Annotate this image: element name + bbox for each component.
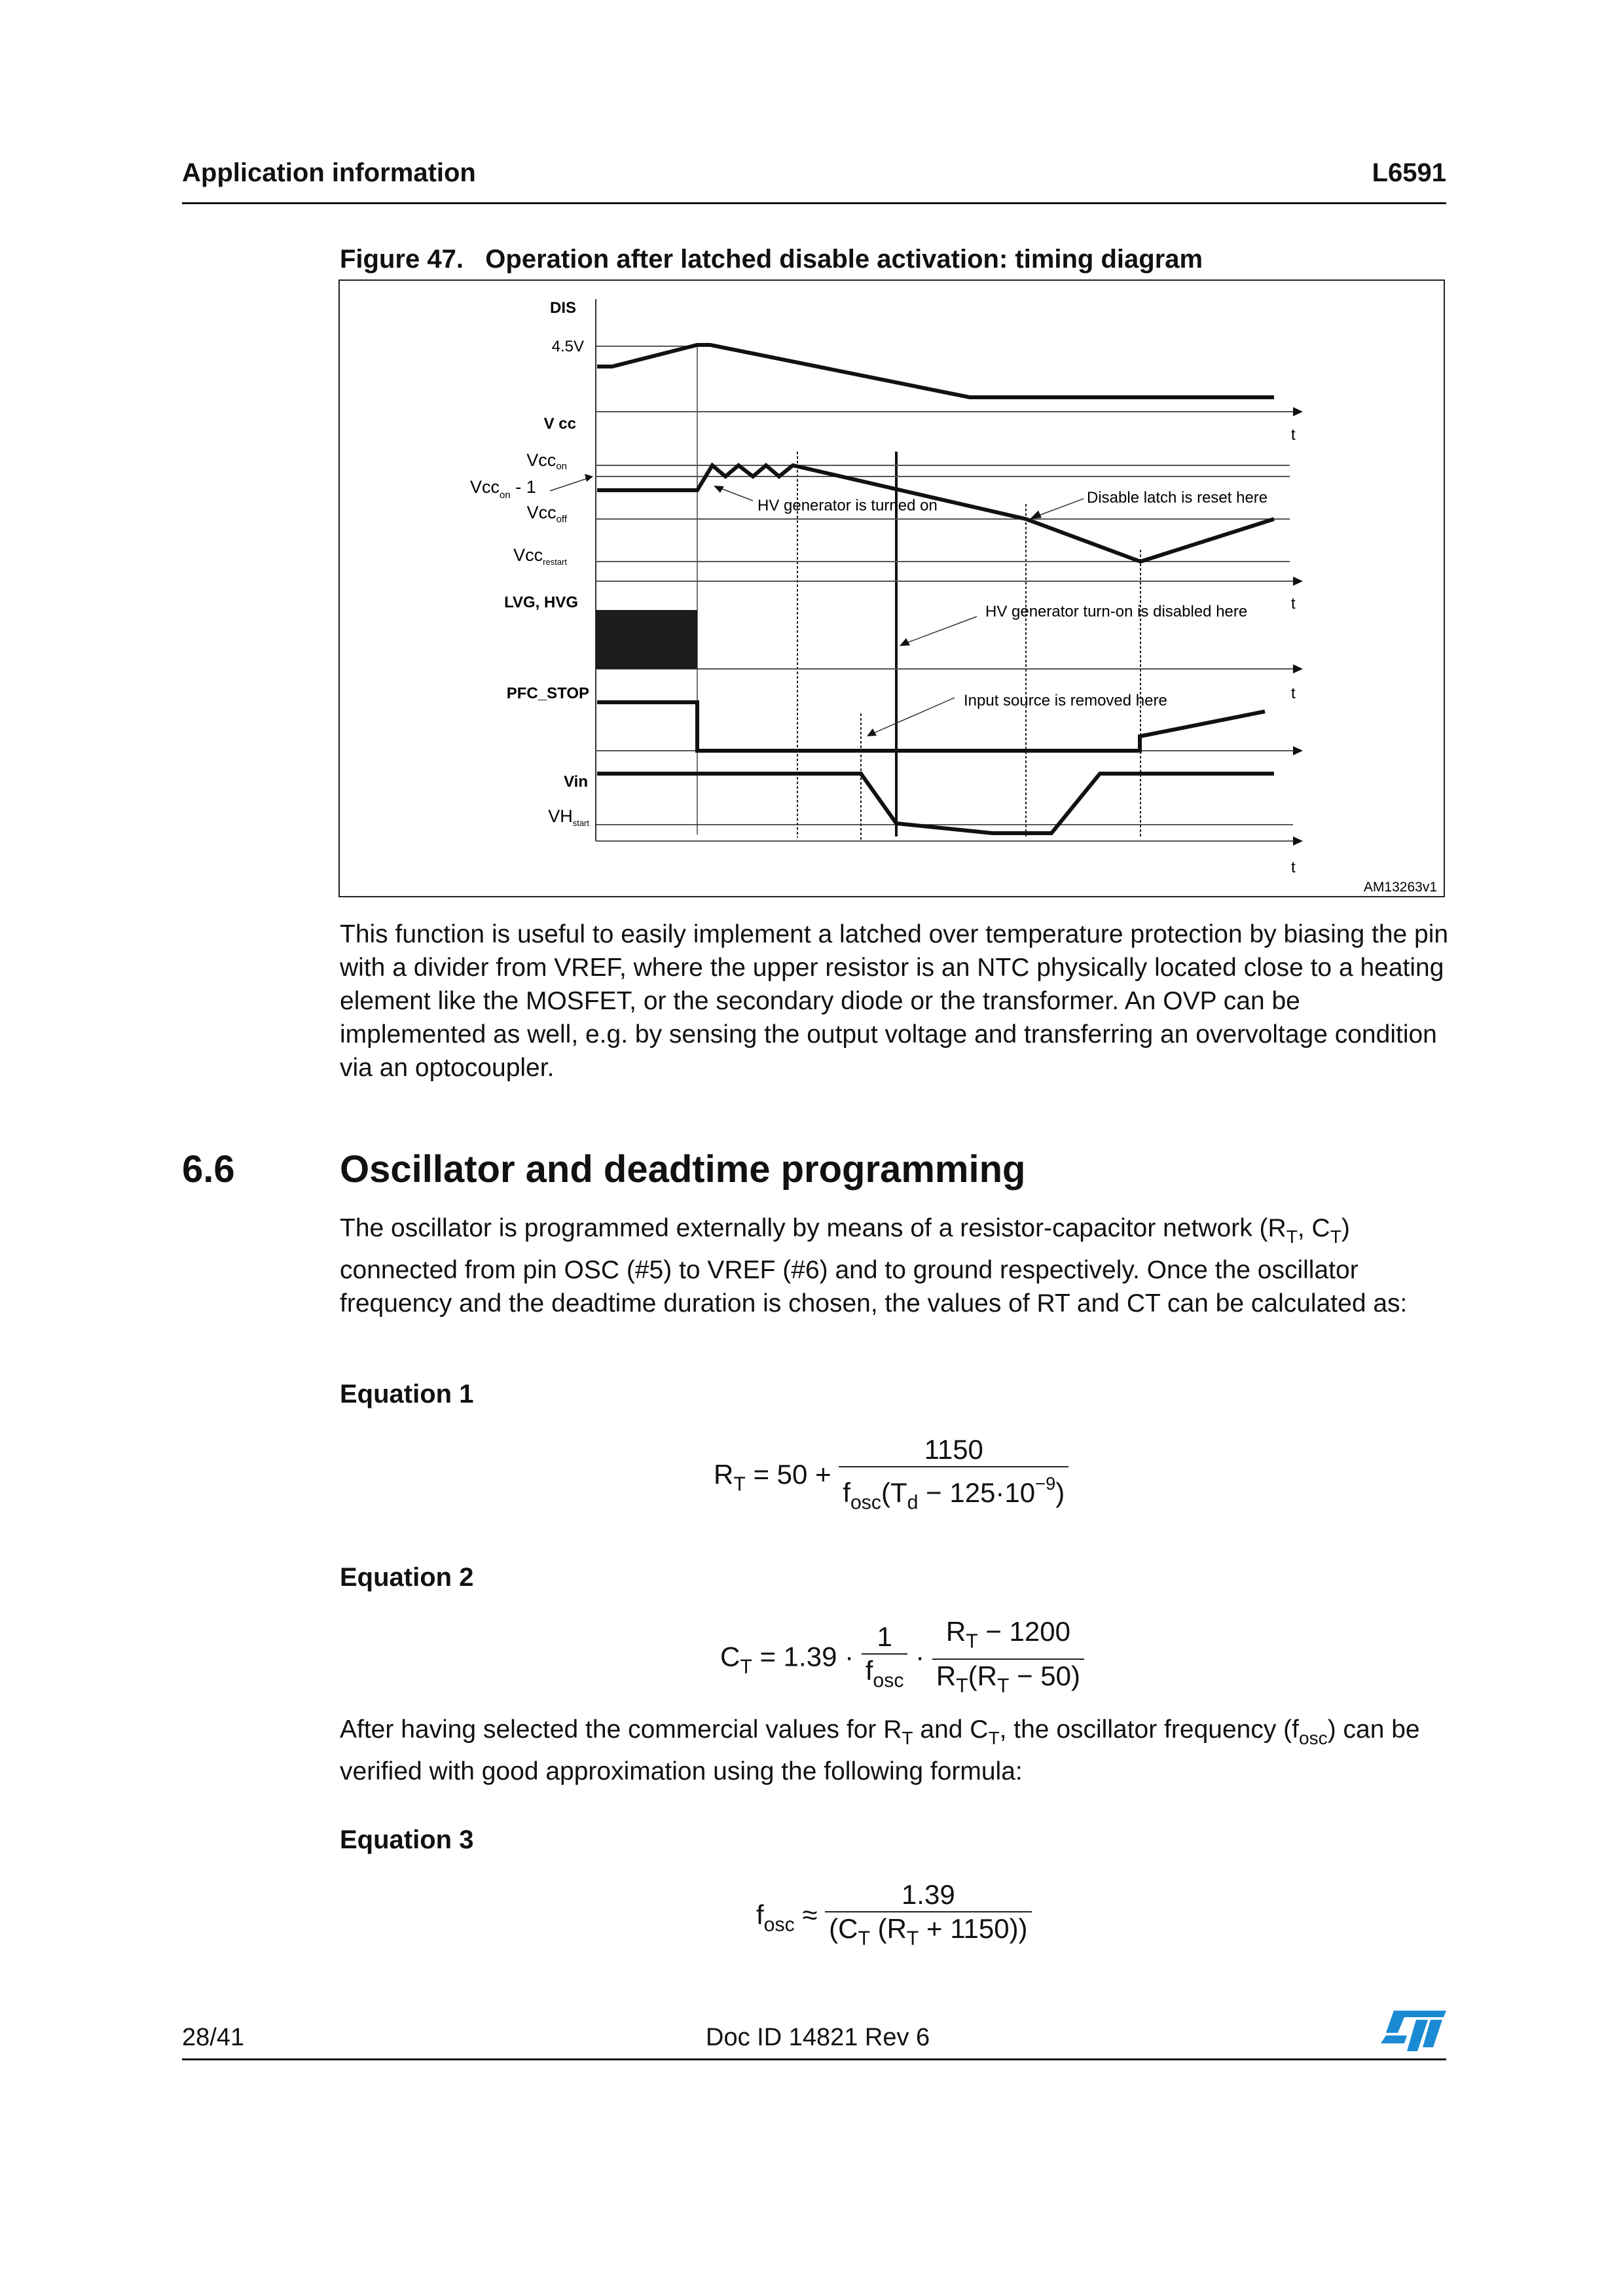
page-number: 28/41	[182, 2024, 245, 2051]
label-lvg-hvg: LVG, HVG	[504, 594, 578, 611]
body-paragraph-2: The oscillator is programmed externally by means of a resistor-capacitor network ($R_T$, $C_T$) connected from pin OSC (#5) to VREF (#6) and to ground respectively. Once the oscillator frequency and the deadtime duration is chosen, the values of RT and CT can be calculated as:	[340, 1214, 1408, 1318]
label-vcc-on-minus-1: Vcc$_{on}$ - 1	[470, 477, 536, 501]
time-label: t	[1291, 859, 1296, 876]
time-axis-arrows	[1293, 407, 1303, 846]
annotation-latch-reset: Disable latch is reset here	[1087, 489, 1268, 507]
running-header-section: Application information	[182, 158, 476, 187]
doc-id: Doc ID 14821 Rev 6	[706, 2024, 930, 2051]
annotation-hv-on: HV generator is turned on	[757, 497, 938, 514]
equation-2-label: Equation 2	[340, 1563, 474, 1592]
figure-title: Operation after latched disable activation: timing diagram	[485, 245, 1203, 274]
time-label: t	[1291, 595, 1296, 613]
pfc-stop-signal	[597, 702, 1265, 751]
lvg-hvg-switching-block	[596, 610, 697, 669]
figure-id: AM13263v1	[1363, 880, 1437, 895]
label-vh-start: $VH_{start}$	[548, 806, 589, 828]
label-dis-level: 4.5V	[551, 338, 584, 355]
running-header-part-number: L6591	[1372, 158, 1446, 187]
section-title: Oscillator and deadtime programming	[340, 1148, 1026, 1191]
equation-2: $C_T = 1.39$ · $\frac{1}{f_{osc}}$ · $\frac{R_T - 1200}{R_T(R_T - 50)}$	[720, 1615, 1084, 1702]
label-vcc-on: Vccon	[526, 450, 567, 472]
label-vcc-off: Vcc$_{off}$	[526, 503, 567, 525]
label-vin: Vin	[564, 773, 588, 791]
figure-number: Figure 47.	[340, 245, 464, 274]
st-logo-icon	[1378, 2009, 1447, 2053]
timing-diagram	[0, 0, 1623, 916]
time-label: t	[1291, 426, 1296, 444]
equation-3: $f_{osc}$ ≈ $\frac{1.39}{(C_T (R_T + 1150))}$	[756, 1878, 1032, 1956]
annotation-input-removed: Input source is removed here	[964, 692, 1167, 709]
body-paragraph-1: This function is useful to easily implement a latched over temperature protection by biasing the pin with a divider from VREF, where the upper resistor is an NTC physically located close to a heating element like the MOSFET, or the secondary diode or the transformer. An OVP can be implemented as well, e.g. by sensing the output voltage and transferring an overvoltage condition via an optocoupler.	[340, 920, 1449, 1082]
label-dis: DIS	[549, 299, 576, 317]
body-paragraph-3: After having selected the commercial values for $R_T$ and $C_T$, the oscillator frequency $(f_{osc})$ can be verified with good approximation using the following formula:	[340, 1715, 1420, 1785]
time-label: t	[1291, 685, 1296, 702]
label-vcc-restart: Vcc$_{restart}$	[513, 545, 567, 567]
label-vcc: V cc	[543, 415, 576, 433]
equation-1: $R_T = 50$ + $\frac{1150}{f_{osc}(T_d - 125\cdot 10^{-9})}$	[714, 1433, 1068, 1520]
equation-3-label: Equation 3	[340, 1825, 474, 1854]
annotation-hv-disabled: HV generator turn-on is disabled here	[985, 603, 1248, 620]
equation-1-label: Equation 1	[340, 1380, 474, 1408]
section-number: 6.6	[182, 1148, 235, 1191]
footer-rule	[182, 2058, 1446, 2060]
label-pfc-stop: PFC_STOP	[506, 685, 589, 702]
dis-signal	[597, 345, 1274, 397]
